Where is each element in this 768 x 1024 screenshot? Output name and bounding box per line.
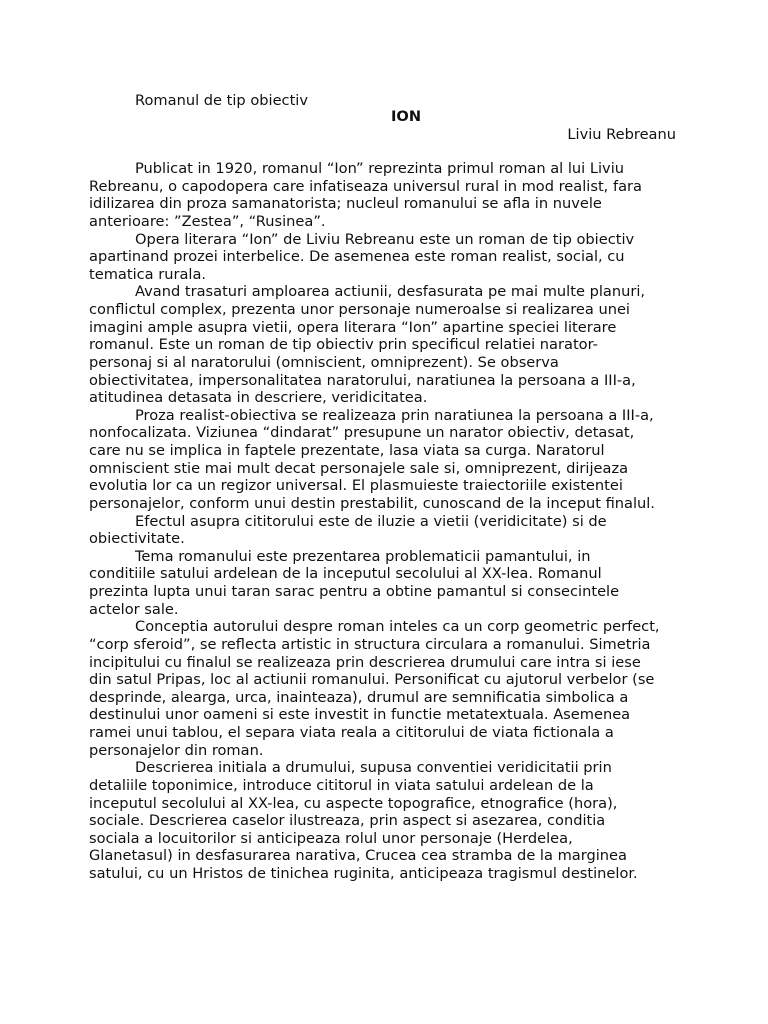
- body-text-line: care nu se implica in faptele prezentate, lasa viata sa curga. Naratorul: [89, 442, 605, 459]
- body-text-line: inceputul secolului al XX-lea, cu aspecte topografice, etnografice (hora),: [89, 794, 618, 812]
- body-text-line: conditiile satului ardelean de la inceputul secolului al XX-lea. Romanul: [89, 565, 602, 583]
- body-text-line: destinului unor oameni si este investit in functie metatextuala. Asemenea: [89, 706, 631, 724]
- body-text-line: Opera literara “Ion” de Liviu Rebreanu este un roman de tip obiectiv: [135, 230, 635, 248]
- body-text-line: sociala a locuitorilor si anticipeaza rolul unor personaje (Herdelea,: [89, 829, 573, 847]
- body-text-line: Rebreanu, o capodopera care infatiseaza universul rural in mod realist, fara: [89, 177, 642, 195]
- body-text-line: Tema romanului este prezentarea problematicii pamantului, in: [135, 547, 591, 565]
- body-text-line: sociale. Descrierea caselor ilustreaza, prin aspect si asezarea, conditia: [89, 812, 606, 830]
- body-text-line: evolutia lor ca un regizor universal. El plasmuieste traiectoriile existentei: [89, 477, 623, 495]
- body-text-line: Descrierea initiala a drumului, supusa conventiei veridicitatii prin: [135, 759, 612, 777]
- body-text-line: satului, cu un Hristos de tinichea ruginita, anticipeaza tragismul destinelor.: [89, 865, 638, 882]
- body-text-line: personajelor din roman.: [89, 741, 264, 759]
- body-text-line: detaliile toponimice, introduce cititorul in viata satului ardelean de la: [89, 776, 594, 794]
- body-text-line: din satul Pripas, loc al actiunii romanului. Personificat cu ajutorul verbelor (se: [89, 671, 655, 689]
- body-text-line: romanul. Este un roman de tip obiectiv prin specificul relatiei narator-: [89, 336, 598, 354]
- body-text-line: Publicat in 1920, romanul “Ion” reprezinta primul roman al lui Liviu: [135, 160, 624, 177]
- body-text-line: actelor sale.: [89, 600, 179, 618]
- body-text-line: personajelor, conform unui destin prestabilit, cunoscand de la inceput finalul.: [89, 494, 655, 512]
- document-title: ION: [391, 108, 422, 125]
- body-text-line: “corp sferoid”, se reflecta artistic in structura circulara a romanului. Simetria: [89, 635, 651, 653]
- body-text-line: incipitului cu finalul se realizeaza prin descrierea drumului care intra si iese: [89, 653, 641, 671]
- body-text-line: omniscient stie mai mult decat personajele sale si, omniprezent, dirijeaza: [89, 459, 629, 477]
- body-text-line: imagini ample asupra vietii, opera literara “Ion” apartine speciei literare: [89, 318, 617, 336]
- body-text-line: obiectivitate.: [89, 530, 185, 548]
- body-text-line: idilizarea din proza samanatorista; nucleul romanului se afla in nuvele: [89, 195, 602, 213]
- body-text-line: apartinand prozei interbelice. De asemenea este roman realist, social, cu: [89, 248, 625, 266]
- body-text-line: nonfocalizata. Viziunea “dindarat” presupune un narator obiectiv, detasat,: [89, 424, 635, 442]
- body-text-line: anterioare: ”Zestea”, “Rusinea”.: [89, 212, 326, 230]
- body-text-line: Proza realist-obiectiva se realizeaza prin naratiunea la persoana a III-a,: [135, 406, 654, 424]
- body-text-line: conflictul complex, prezenta unor personaje numeroalse si realizarea unei: [89, 301, 630, 318]
- body-text-line: Glanetasul) in desfasurarea narativa, Crucea cea stramba de la marginea: [89, 847, 627, 865]
- body-text-line: obiectivitatea, impersonalitatea naratorului, naratiunea la persoana a III-a,: [89, 371, 636, 389]
- body-text-line: personaj si al naratorului (omniscient, omniprezent). Se observa: [89, 353, 559, 371]
- body-text-line: Avand trasaturi amploarea actiunii, desfasurata pe mai multe planuri,: [135, 283, 646, 301]
- body-text-line: tematica rurala.: [89, 265, 207, 283]
- body-text-line: Conceptia autorului despre roman inteles ca un corp geometric perfect,: [135, 618, 660, 636]
- document-body: [89, 160, 689, 883]
- body-text-line: desprinde, alearga, urca, inainteaza), drumul are semnificatia simbolica a: [89, 688, 629, 706]
- body-text-line: Efectul asupra cititorului este de iluzie a vietii (veridicitate) si de: [135, 512, 607, 530]
- document-author: Liviu Rebreanu: [567, 126, 676, 143]
- body-text-line: ramei unui tablou, el separa viata reala a cititorului de viata fictionala a: [89, 724, 614, 741]
- document-subtitle: Romanul de tip obiectiv: [135, 92, 308, 109]
- body-text-line: atitudinea detasata in descriere, veridicitatea.: [89, 389, 428, 407]
- body-text-line: prezinta lupta unui taran sarac pentru a obtine pamantul si consecintele: [89, 583, 620, 600]
